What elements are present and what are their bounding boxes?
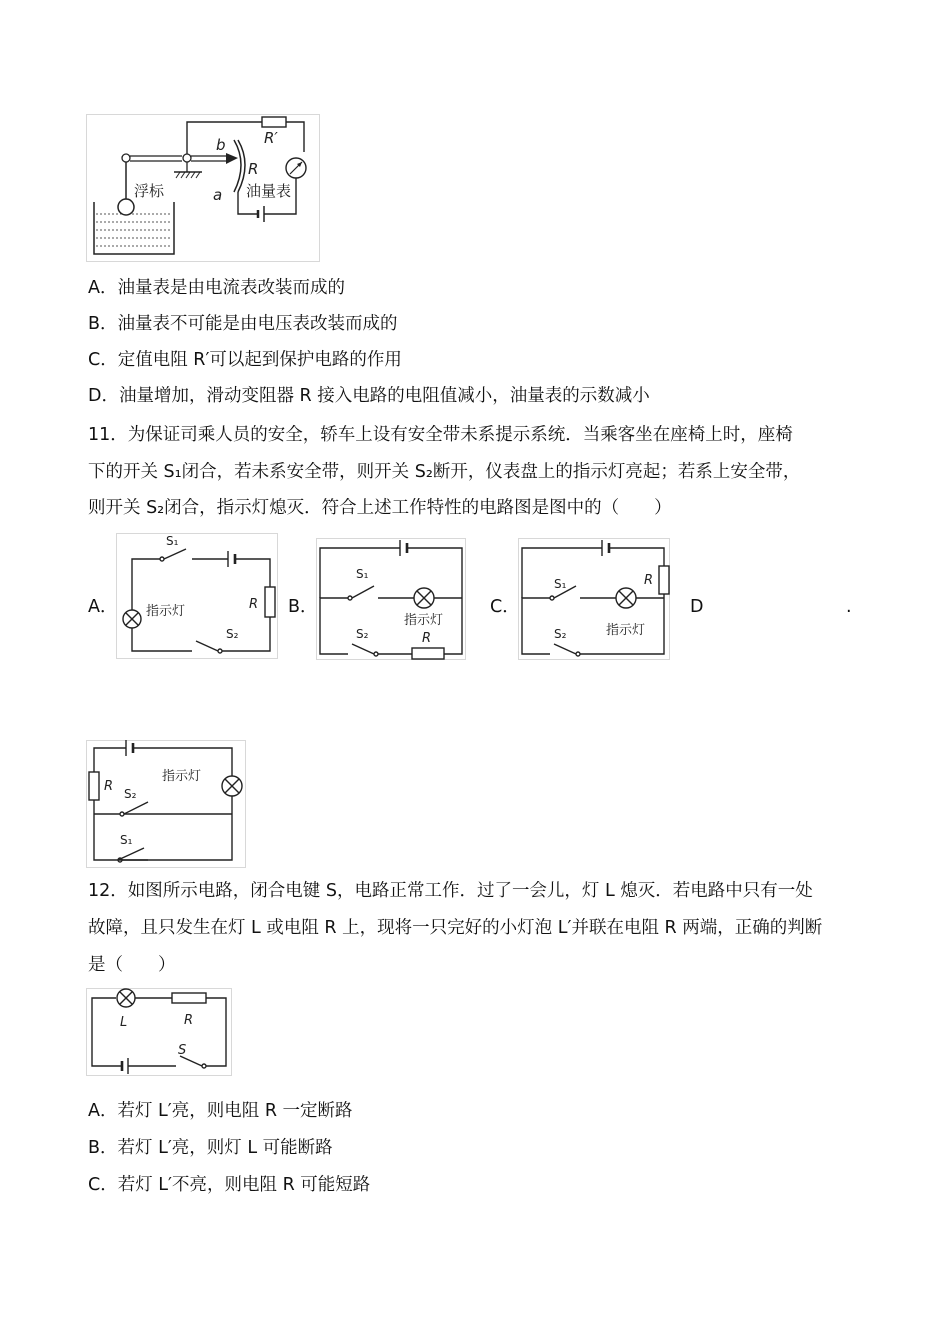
circuit-a-s1: S₁ [166, 534, 179, 548]
circuit-b-lamp: 指示灯 [404, 613, 444, 628]
circuit-a-r: R [249, 597, 259, 612]
q12-circuit [86, 988, 232, 1076]
q12-stem-line-2: 故障，且只发生在灯 L 或电阻 R 上，现将一只完好的小灯泡 L′并联在电阻 R 两端，正确的判断 [88, 918, 823, 938]
label-float: 浮标 [134, 182, 165, 200]
label-a: a [213, 186, 223, 204]
q12-label-r: R [184, 1013, 194, 1028]
q11-stem-line-1: 11．为保证司乘人员的安全，轿车上设有安全带未系提示系统．当乘客坐在座椅上时，座椅 [88, 425, 793, 445]
circuit-b-r: R [422, 631, 432, 646]
circuit-b-s2: S₂ [356, 627, 369, 641]
circuit-d-lamp: 指示灯 [162, 769, 202, 784]
circuit-d-r: R [104, 779, 114, 794]
circuit-c [518, 538, 670, 660]
q11-letter-c: C． [490, 597, 520, 617]
label-r: R [248, 160, 259, 178]
q10-option-c: C．定值电阻 R′可以起到保护电路的作用 [88, 350, 402, 370]
q12-option-c: C．若灯 L′不亮，则电阻 R 可能短路 [88, 1175, 371, 1195]
q12-label-l: L [120, 1015, 128, 1030]
q12-option-a: A．若灯 L′亮，则电阻 R 一定断路 [88, 1101, 353, 1121]
circuit-d-s1: S₁ [120, 833, 133, 847]
q10-option-d: D．油量增加，滑动变阻器 R 接入电路的电阻值减小，油量表的示数减小 [88, 386, 650, 406]
circuit-a-lamp: 指示灯 [146, 604, 186, 619]
q11-trailing-dot: . [846, 597, 852, 617]
q12-stem-line-1: 12．如图所示电路，闭合电键 S，电路正常工作．过了一会儿，灯 L 熄灭．若电路中只有一处 [88, 881, 813, 901]
q12-stem-line-3: 是（ ） [88, 955, 176, 975]
q12-label-s: S [178, 1043, 187, 1058]
circuit-a [116, 533, 278, 659]
oil-gauge-figure [86, 114, 320, 262]
label-b: b [216, 136, 226, 154]
q12-option-b: B．若灯 L′亮，则灯 L 可能断路 [88, 1138, 333, 1158]
circuit-c-s1: S₁ [554, 577, 567, 591]
q11-letter-b: B． [288, 597, 318, 617]
q10-option-a: A．油量表是由电流表改装而成的 [88, 278, 345, 298]
circuit-b [316, 538, 466, 660]
circuit-d [86, 740, 246, 868]
circuit-d-s2: S₂ [124, 787, 137, 801]
circuit-b-s1: S₁ [356, 567, 369, 581]
circuit-c-s2: S₂ [554, 627, 567, 641]
q10-option-b: B．油量表不可能是由电压表改装而成的 [88, 314, 398, 334]
circuit-c-r: R [644, 573, 654, 588]
q11-stem-line-3: 则开关 S₂闭合，指示灯熄灭．符合上述工作特性的电路图是图中的（ ） [88, 498, 672, 518]
circuit-c-lamp: 指示灯 [606, 623, 646, 638]
label-gauge: 油量表 [246, 182, 292, 200]
q11-letter-d: D [690, 597, 704, 617]
label-r-prime: R′ [264, 129, 278, 147]
q11-stem-line-2: 下的开关 S₁闭合，若未系安全带，则开关 S₂断开，仪表盘上的指示灯亮起；若系上安全带， [88, 462, 801, 482]
q11-letter-a: A． [88, 597, 118, 617]
circuit-a-s2: S₂ [226, 627, 239, 641]
